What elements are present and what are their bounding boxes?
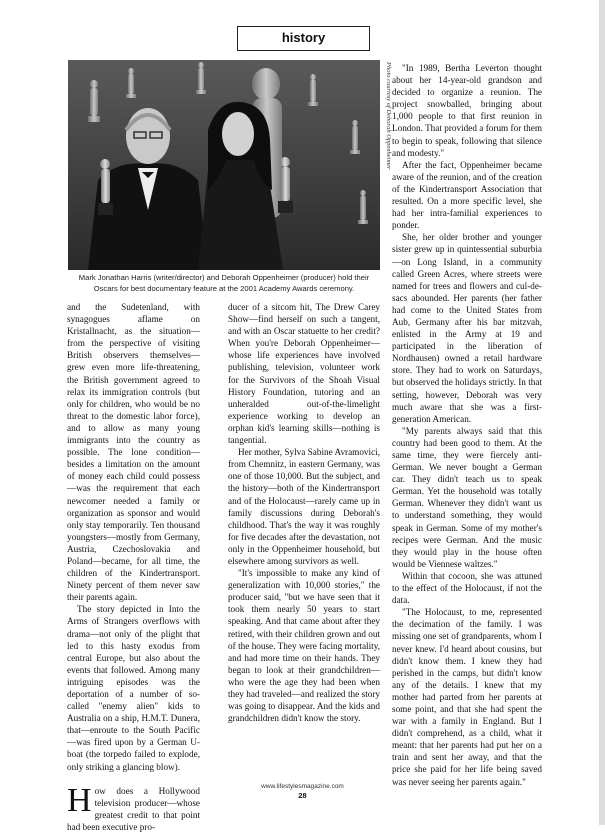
- paragraph: ducer of a sitcom hit, The Drew Carey Show—find herself on such a tangent, and with an Oscar statuette to her credit? When you're Deborah Oppenheimer—whose life experiences have involved publishing, television, volunteer work for the Survivors of the Shoah Visual History Foundation, tutoring and an unheralded out-of-the-limelight experience working to develop an orphan kid's learning skills—nothing is tangential.: [228, 302, 380, 446]
- drop-cap: H: [67, 781, 92, 819]
- paragraph: and the Sudetenland, with synagogues aflame on Kristallnacht, as the situation—from the perspective of visiting British observers themselves—grew even more life-threatening, the British government agreed to relax its immigration controls (but only for children, who would be no threat to the domestic labor force), and to allow as many young immigrants into the country as possible. The lone condition—besides a limitation on the amount of money each child could possess—was the requirement that each newcomer needed a family or organization as sponsor and would only stay temporarily. Ten thousand youngsters—mostly from Germany, Austria, Czechoslovakia and Poland—became, for all time, the children of the Kindertransport. Ninety percent of them never saw their parents again.: [67, 302, 200, 603]
- paragraph: Her mother, Sylva Sabine Avramovici, from Chemnitz, in eastern Germany, was one of those 10,000. But the subject, and the history—both of the Kindertransport and of the Holocaust—rarely came up in family discussions during Deborah's childhood. That's the way it was roughly for five decades after the devastation, not only in the Oppenheimer household, but elsewhere among survivors as well.: [228, 447, 380, 566]
- section-header: history: [237, 26, 370, 51]
- page-number: 28: [298, 791, 307, 800]
- paragraph-text: ow does a Hollywood television producer—whose greatest credit to that point had been executive pro-: [67, 785, 200, 832]
- article-column-2: [228, 301, 380, 724]
- page-edge: [599, 0, 605, 825]
- oscar-photo: [68, 60, 380, 270]
- paragraph: "In 1989, Bertha Leverton thought about her 14-year-old grandson and decided to organize a reunion. The project snowballed, bringing about 1,000 people to that first reunion in London. That provided a forum for them to begin to speak, following that silence and modesty.": [392, 63, 542, 158]
- article-column-1: [67, 301, 200, 833]
- paragraph: Within that cocoon, she was attuned to the effect of the Holocaust, if not the data.: [392, 570, 542, 606]
- photo-caption: Mark Jonathan Harris (writer/director) and Deborah Oppenheimer (producer) hold their Oscars for best documentary feature at the 2001 Academy Awards ceremony.: [78, 273, 370, 293]
- paragraph: After the fact, Oppenheimer became aware of the reunion, and of the creation of the Kindertransport Association that resulted. On a more specific level, she had her intra-familial experiences to ponder.: [392, 159, 542, 231]
- paragraph: "My parents always said that this country had been good to them. At the same time, they were fiercely anti-German. We never bought a German car. They didn't teach us to speak German. Yet the household was totally German. Whenever they didn't want us to understand something, they would speak in German. Some of my mother's recipes were German. And the music they would play in the house often would be Viennese waltzes.": [392, 425, 542, 569]
- article-column-3: [392, 62, 542, 788]
- paragraph: "It's impossible to make any kind of generalization with 10,000 stories," the producer said, "but we have seen that it took them nearly 50 years to start speaking. And that came about after they retired, with their children grown and out of the house. They were facing mortality, and had more time on their hands. They began to look at their grandchildren—who were the age they had been when they had traveled—and realized the story was going to disappear. And the kids and grandchildren didn't know the story.: [228, 568, 380, 724]
- photo-illustration: [68, 60, 380, 270]
- footer-website: www.lifestylesmagazine.com: [261, 783, 344, 790]
- paragraph: "The Holocaust, to me, represented the decimation of the family. I was missing one set of grandparents, whom I never knew. I'd heard about cousins, but didn't know them. I knew they had perished in the camps, but didn't know any of the details. I knew that my mother had parted from her parents at some point, and that she had spent the war with a family in England. But I didn't comprehend, as a child, what it meant: that her parents had put her on a train and sent her away, and that the price she paid for her life being saved was never seeing her parents again.": [392, 607, 542, 787]
- paragraph: She, her older brother and younger sister grew up in quintessential suburbia—on Long Island, in a community called Green Acres, where streets were named for trees and flowers and cul-de-sacs abounded. Her parents (her father had come to the United States from Aub, Germany after his bar mitzvah, enlisted in the Army at 19 and participated in the liberation of Nordhausen) owned a retail hardware store. They had to work on Saturdays, but observed the holidays strictly. In that setting, however, Deborah was very much aware that she was a first-generation American.: [392, 232, 542, 424]
- photo-credit-text: Photo courtesy of Deborah Oppenheimer: [385, 62, 392, 170]
- paragraph: The story depicted in Into the Arms of Strangers overflows with drama—not only of the plight that led to this hasty exodus from central Europe, but also about the events that followed. Among many intriguing episodes was the deportation of a number of so-called "enemy alien" kids to Australia on a ship, H.M.T. Dunera, that—enroute to the South Pacific—was fired upon by a German U-boat (the torpedo failed to explode, only striking a glancing blow).: [67, 604, 200, 772]
